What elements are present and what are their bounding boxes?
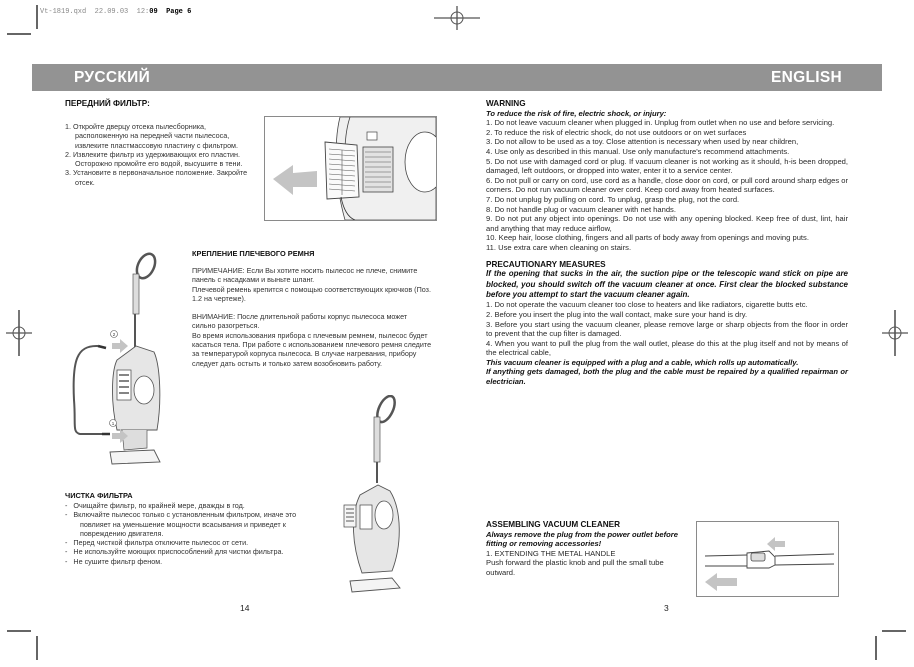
- precaution-item: 2. Before you insert the plug into the wall contact, make sure your hand is dry.: [486, 309, 748, 319]
- arrow-left-icon: [767, 537, 785, 551]
- figure-label-1: 1: [111, 421, 115, 426]
- warning-item: 7. Do not unplug by pulling on cord. To unplug, grasp the plug, not the cord.: [486, 194, 740, 204]
- assembling-step-title: 1. EXTENDING THE METAL HANDLE: [486, 548, 616, 558]
- registration-mark-icon: [880, 308, 910, 358]
- handle-extension-figure: [696, 521, 839, 597]
- warning-item: 8. Do not handle plug or vacuum cleaner with net hands.: [486, 204, 676, 214]
- telescopic-handle-illustration: [697, 522, 838, 596]
- warning-item: 2. To reduce the risk of electric shock, do not use outdoors or on wet surfaces: [486, 127, 747, 137]
- warning-item: 4. Use only as described in this manual. Use only manufacture's recommend attachments.: [486, 146, 790, 156]
- list-item: 2. Извлеките фильтр из удерживающих его пластин. Осторожно промойте его водой, высушите в тени.: [65, 149, 243, 169]
- precaution-item: 3. Before you start using the vacuum cleaner, please remove large or sharp objects from the floor in order to prevent that the cup filter is damaged.: [486, 319, 848, 339]
- assembling-warning: Always remove the plug from the power outlet before fitting or removing accessories!: [486, 529, 678, 549]
- warning-item: 11. Use extra care when cleaning on stairs.: [486, 242, 632, 252]
- warning-item: 9. Do not put any object into openings. Do not use with any opening blocked. Keep free of dust, lint, hair and anything that may reduce airflow,: [486, 214, 848, 233]
- arrow-right-icon: [112, 339, 128, 353]
- arrow-left-icon: [705, 573, 737, 591]
- vacuum-filter-illustration: [265, 117, 436, 220]
- crop-mark: [36, 5, 38, 29]
- assembling-section: [486, 520, 692, 578]
- precautions-intro: If the opening that sucks in the air, the suction pipe or the telescopic wand stick on pipe are blocked, you should switch off the vacuum cleaner at once. First clear the blocked substance before you attempt to start the vacuum cleaner again.: [486, 269, 848, 299]
- warning-item: 3. Do not allow to be used as a toy. Close attention is necessary when used by near children,: [486, 137, 799, 147]
- band-title-russian: РУССКИЙ: [74, 69, 151, 86]
- warning-heading: WARNING: [486, 99, 526, 108]
- list-item: - Очищайте фильтр, по крайней мере, дважды в год.: [65, 501, 245, 510]
- arrow-left-icon: [273, 165, 317, 195]
- warning-item: 6. Do not pull or carry on cord, use cord as a handle, close door on cord, or pull cord around sharp edges or corners. Do not run vacuum cleaner over cord. Keep cord away from heated surfaces.: [486, 175, 848, 195]
- assembling-step-text: Push forward the plastic knob and pull the small tube outward.: [486, 558, 664, 577]
- strap-text: [192, 266, 432, 368]
- language-band-english: [470, 64, 882, 91]
- registration-mark-icon: [432, 4, 482, 32]
- precautions-heading: PRECAUTIONARY MEASURES: [486, 259, 606, 269]
- repair-note: If anything gets damaged, both the plug and the cable must be repaired by a qualified repairman or electrician.: [486, 367, 848, 387]
- list-item: - Включайте пылесос только с установленным фильтром, иначе это повлияет на уменьшение мощности всасывания и приведет к повреждению двигателя.: [65, 510, 297, 538]
- list-item: 1. Откройте дверцу отсека пылесборника, расположенную на передней части пылесоса, извлеките пластмассовую пластину с фильтром.: [65, 122, 238, 150]
- crop-mark: [36, 636, 38, 660]
- filter-cleaning-list: [65, 501, 310, 566]
- list-item: - Не сушите фильтр феном.: [65, 556, 163, 566]
- registration-mark-icon: [4, 308, 34, 358]
- crop-mark: [875, 636, 877, 660]
- strap-warning-2: Во время использования прибора с плечевым ремнем, пылесос будет касаться тела. При работе с использованием плечевого ремня следите за температурой корпуса пылесоса. В случае нагревания, прибору следует дать остыть и только затем возобновить работу.: [192, 330, 432, 368]
- vacuum-filter-removed-illustration: [330, 395, 440, 595]
- filter-cleaning-heading: ЧИСТКА ФИЛЬТРА: [65, 491, 133, 500]
- strap-heading: КРЕПЛЕНИЕ ПЛЕЧЕВОГО РЕМНЯ: [192, 249, 315, 258]
- english-content: [486, 99, 848, 387]
- page-number-left: 14: [240, 603, 250, 613]
- warning-subheading: To reduce the risk of fire, electric shock, or injury:: [486, 108, 667, 118]
- crop-mark: [7, 33, 31, 35]
- band-title-english: ENGLISH: [771, 69, 842, 86]
- list-item: - Перед чисткой фильтра отключите пылесос от сети.: [65, 538, 249, 548]
- list-item: 3. Установите в первоначальное положение. Закройте отсек.: [65, 168, 248, 187]
- page-number-right: 3: [664, 603, 669, 613]
- front-filter-figure: [264, 116, 437, 221]
- strap-warning: ВНИМАНИЕ: После длительной работы корпус пылесоса может сильно разогреться.: [192, 312, 408, 331]
- warning-item: 5. Do not use with damaged cord or plug. If vacuum cleaner is not working as it should, h-is been dropped, damaged, left outdoors, or dropped into water, enter it to a service center.: [486, 156, 848, 176]
- assembling-heading: ASSEMBLING VACUUM CLEANER: [486, 520, 621, 529]
- warning-item: 1. Do not leave vacuum cleaner when plugged in. Unplug from outlet when no use and before servicing.: [486, 118, 835, 128]
- precaution-item: 4. When you want to pull the plug from the wall outlet, please do this at the plug itself and not by means of the electrical cable,: [486, 338, 848, 358]
- language-band-russian: [32, 64, 470, 91]
- list-item: - Не используйте моющих приспособлений для чистки фильтра.: [65, 547, 284, 557]
- front-filter-heading: ПЕРЕДНИЙ ФИЛЬТР:: [65, 99, 150, 108]
- crop-mark: [7, 630, 31, 632]
- front-filter-steps: [65, 122, 255, 187]
- strap-note: ПРИМЕЧАНИЕ: Если Вы хотите носить пылесос не плече, снимите панель с насадками и выньте шланг.: [192, 266, 418, 285]
- cable-note: This vacuum cleaner is equipped with a plug and a cable, which rolls up automatically.: [486, 357, 799, 367]
- file-slug: Vt-1819.qxd 22.09.03 12:09 Page 6: [40, 8, 192, 16]
- strap-note-2: Плечевой ремень крепится с помощью соответствующих крючков (Поз. 1.2 на чертеже).: [192, 284, 431, 303]
- crop-mark: [882, 630, 906, 632]
- vacuum-shoulder-strap-illustration: [62, 250, 192, 480]
- warning-item: 10. Keep hair, loose clothing, fingers and all parts of body away from openings and moving puts.: [486, 233, 809, 243]
- precaution-item: 1. Do not operate the vacuum cleaner too close to heaters and like radiators, cigarette butts etc.: [486, 300, 808, 310]
- figure-label-2: 2: [112, 332, 116, 337]
